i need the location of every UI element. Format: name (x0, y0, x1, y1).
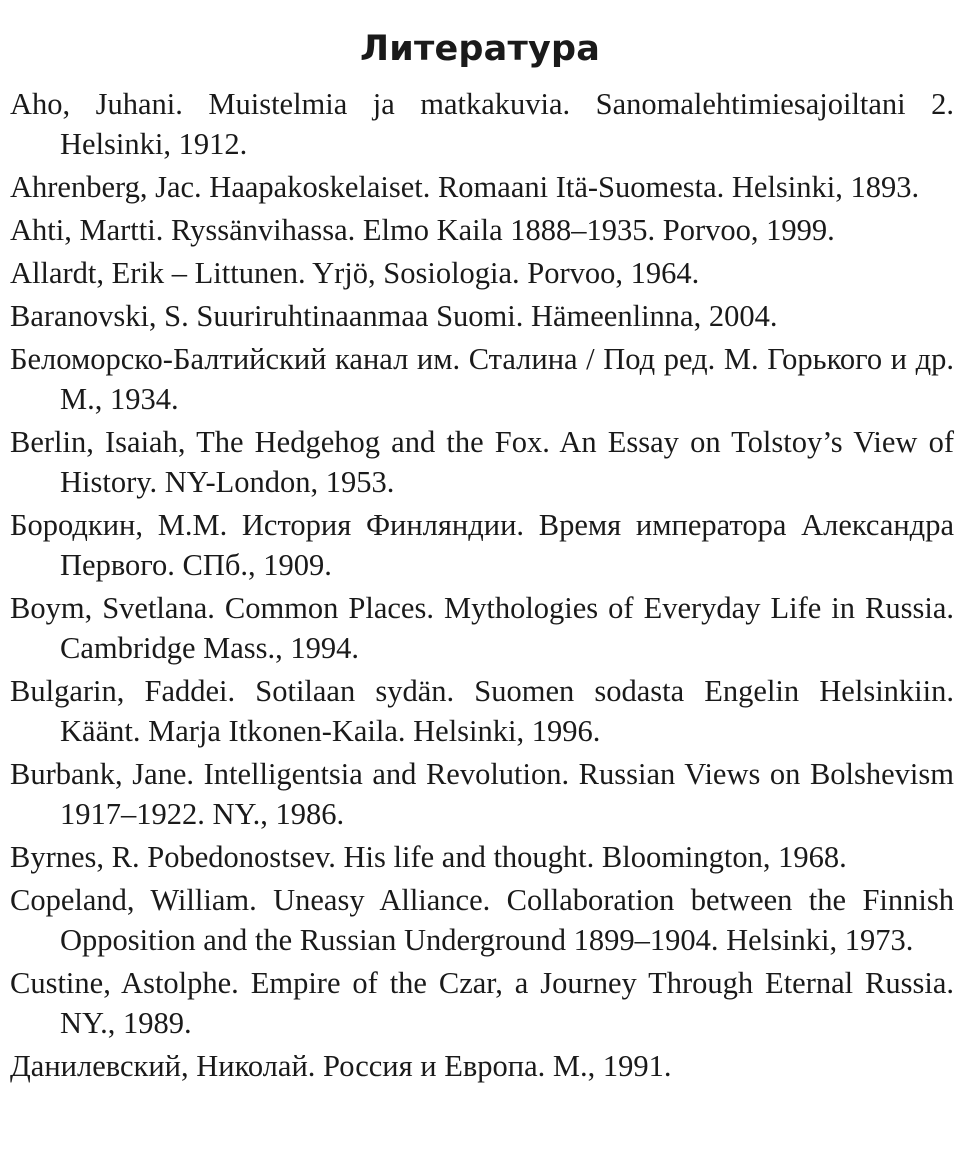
bibliography-entry: Бородкин, М.М. История Финляндии. Время императора Александра Первого. СПб., 1909. (10, 508, 954, 582)
page-title: Литература (359, 29, 601, 70)
bibliography-entry: Burbank, Jane. Intelligentsia and Revolution. Russian Views on Bolshevism 1917–1922. NY., 1986. (10, 757, 954, 831)
bibliography-entry: Berlin, Isaiah, The Hedgehog and the Fox. An Essay on Tolstoy’s View of History. NY-London, 1953. (10, 425, 954, 499)
bibliography-entry: Custine, Astolphe. Empire of the Czar, a Journey Through Eternal Russia. NY., 1989. (10, 966, 954, 1040)
bibliography-entry: Baranovski, S. Suuriruhtinaanmaa Suomi. Hämeenlinna, 2004. (10, 299, 778, 333)
bibliography-entry: Ahrenberg, Jac. Haapakoskelaiset. Romaani Itä-Suomesta. Helsinki, 1893. (10, 170, 920, 204)
bibliography-entry: Данилевский, Николай. Россия и Европа. М., 1991. (10, 1049, 672, 1083)
bibliography-entry: Allardt, Erik – Littunen. Yrjö, Sosiologia. Porvoo, 1964. (10, 256, 700, 290)
bibliography-list (10, 84, 954, 1089)
bibliography-entry: Aho, Juhani. Muistelmia ja matkakuvia. Sanomalehtimiesajoiltani 2. Helsinki, 1912. (10, 87, 954, 161)
bibliography-entry: Bulgarin, Faddei. Sotilaan sydän. Suomen sodasta Engelin Helsinkiin. Käänt. Marja Itkonen-Kaila. Helsinki, 1996. (10, 674, 954, 748)
bibliography-entry: Ahti, Martti. Ryssänvihassa. Elmo Kaila 1888–1935. Porvoo, 1999. (10, 213, 835, 247)
bibliography-entry: Boym, Svetlana. Common Places. Mythologies of Everyday Life in Russia. Cambridge Mass., 1994. (10, 591, 954, 665)
bibliography-entry: Беломорско-Балтийский канал им. Сталина / Под ред. М. Горького и др. М., 1934. (10, 342, 954, 416)
bibliography-entry: Byrnes, R. Pobedonostsev. His life and thought. Bloomington, 1968. (10, 840, 847, 874)
bibliography-entry: Copeland, William. Uneasy Alliance. Collaboration between the Finnish Opposition and the Russian Underground 1899–1904. Helsinki, 1973. (10, 883, 954, 957)
